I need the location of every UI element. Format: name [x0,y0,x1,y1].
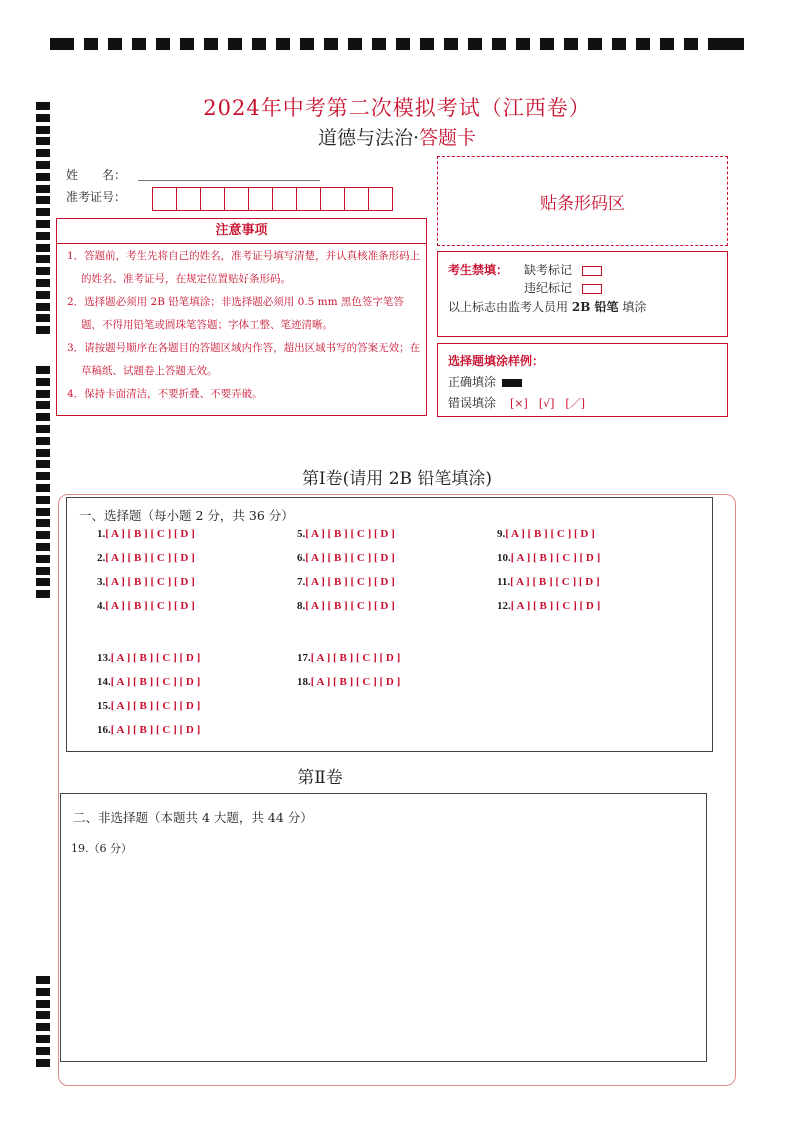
mc-question-10[interactable] [497,552,600,564]
proctor-note [448,298,646,315]
question-number: 8. [297,600,306,612]
note-item: 2．选择题必须用 2B 铅笔填涂；非选择题必须用 0.5 mm 黑色签字笔答题，不得用铅笔或圆珠笔答题；字体工整、笔迹清晰。 [67,296,404,331]
notes-title: 注意事项 [57,219,426,244]
answer-options[interactable]: [ A ] [ B ] [ C ] [ D ] [510,552,601,564]
answer-options[interactable]: [ A ] [ B ] [ C ] [ D ] [105,528,195,540]
timing-mark [228,38,242,50]
timing-mark [132,38,146,50]
exam-id-digit-box[interactable] [200,187,225,211]
timing-mark [396,38,410,50]
notes-list [63,245,422,406]
timing-mark [36,1000,50,1008]
mc-question-4[interactable] [97,600,195,612]
timing-mark [36,1059,50,1067]
violation-mark-box[interactable] [582,284,602,294]
exam-subtitle [0,123,794,150]
timing-mark [36,976,50,984]
timing-mark [108,38,122,50]
exam-id-boxes[interactable] [152,187,392,211]
answer-options[interactable]: [ A ] [ B ] [ C ] [ D ] [510,600,601,612]
absent-mark-label: 缺考标记 [524,263,573,277]
exam-id-label: 准考证号： [66,190,127,204]
timing-mark [180,38,194,50]
question-number: 3. [97,576,106,588]
mc-question-13[interactable] [97,652,200,664]
question-19-label: 19.（6 分） [71,842,132,855]
subject-name: 道德与法治 [317,127,413,149]
timing-mark [36,555,50,563]
violation-mark-label: 违纪标记 [524,281,573,295]
timing-mark [36,208,50,216]
timing-mark [36,496,50,504]
timing-mark [348,38,362,50]
timing-mark [36,988,50,996]
mc-question-1[interactable] [97,528,195,540]
timing-mark [36,1047,50,1055]
proctor-note-bold: 2B 铅笔 [571,300,619,314]
mc-question-3[interactable] [97,576,195,588]
question-number: 13. [97,652,111,664]
answer-options[interactable]: [ A ] [ B ] [ C ] [ D ] [305,528,395,540]
question-number: 11. [497,576,511,588]
mc-question-9[interactable] [497,528,595,540]
timing-mark [252,38,266,50]
mc-question-16[interactable] [97,724,200,736]
timing-mark [636,38,650,50]
answer-options[interactable]: [ A ] [ B ] [ C ] [ D ] [310,676,401,688]
timing-mark [36,1035,50,1043]
timing-mark [36,1011,50,1019]
non-choice-section-title: 二、非选择题（本题共 4 大题，共 44 分） [73,810,313,825]
timing-mark [540,38,554,50]
correct-fill-row [448,373,522,390]
mc-question-12[interactable] [497,600,600,612]
timing-mark [36,437,50,445]
timing-mark [36,185,50,193]
timing-mark [36,366,50,374]
answer-options[interactable]: [ A ] [ B ] [ C ] [ D ] [510,576,600,588]
mc-question-18[interactable] [297,676,400,688]
timing-mark [564,38,578,50]
question-number: 18. [297,676,311,688]
timing-mark [36,267,50,275]
note-item: 1．答题前，考生先将自己的姓名，准考证号填写清楚，并认真核准条形码上的姓名、准考证号，在规定位置贴好条形码。 [67,250,421,285]
timing-mark [36,531,50,539]
timing-mark [36,449,50,457]
mc-question-11[interactable] [497,576,600,588]
question-number: 4. [97,600,106,612]
exam-id-digit-box[interactable] [176,187,201,211]
timing-mark [36,291,50,299]
question-number: 6. [297,552,306,564]
wrong-fill-label: 错误填涂 [448,396,497,410]
timing-mark [660,38,674,50]
exam-id-digit-box[interactable] [320,187,345,211]
absent-mark-box[interactable] [582,266,602,276]
mc-question-5[interactable] [297,528,395,540]
mc-question-14[interactable] [97,676,200,688]
timing-mark [36,244,50,252]
answer-options[interactable]: [ A ] [ B ] [ C ] [ D ] [105,576,195,588]
wrong-fill-marks: [×] [√] [／] [510,397,585,410]
exam-title: 2024年中考第二次模拟考试（江西卷） [203,96,591,120]
proctor-marks-box [437,251,728,337]
timing-mark [36,425,50,433]
question-number: 5. [297,528,306,540]
exam-id-digit-box[interactable] [344,187,369,211]
answer-options[interactable]: [ A ] [ B ] [ C ] [ D ] [310,652,401,664]
wrong-fill-row [448,394,585,411]
mc-question-2[interactable] [97,552,195,564]
timing-mark [156,38,170,50]
timing-mark [36,255,50,263]
mc-question-17[interactable] [297,652,400,664]
timing-mark [36,1023,50,1031]
notes-box [56,218,427,416]
timing-mark [204,38,218,50]
timing-mark [372,38,386,50]
top-timing-marks [50,38,744,52]
timing-mark [36,390,50,398]
exam-id-digit-box[interactable] [272,187,297,211]
absent-mark-row [524,261,602,278]
answer-options[interactable]: [ A ] [ B ] [ C ] [ D ] [105,552,195,564]
name-field[interactable] [138,180,320,181]
timing-mark [36,413,50,421]
timing-mark [36,326,50,334]
mc-question-6[interactable] [297,552,395,564]
answer-options[interactable]: [ A ] [ B ] [ C ] [ D ] [110,676,201,688]
timing-mark [36,279,50,287]
name-label: 姓 名： [66,168,127,182]
question-number: 12. [497,600,511,612]
exam-id-digit-box[interactable] [248,187,273,211]
exam-id-digit-box[interactable] [224,187,249,211]
left-timing-marks-lower [36,976,50,1066]
timing-mark [36,161,50,169]
subtitle-separator: · [412,127,420,149]
question-number: 9. [497,528,506,540]
fill-sample-title: 选择题填涂样例： [448,354,545,368]
proctor-note-suffix: 填涂 [622,300,647,314]
mc-question-8[interactable] [297,600,395,612]
volume1-heading: 第Ⅰ卷(请用 2B 铅笔填涂) [301,469,493,489]
question-number: 7. [297,576,306,588]
timing-mark [36,220,50,228]
forbidden-label: 考生禁填： [448,263,509,277]
multiple-choice-box [66,497,713,752]
timing-mark [36,378,50,386]
mc-question-15[interactable] [97,700,200,712]
exam-id-digit-box[interactable] [368,187,393,211]
timing-mark [36,303,50,311]
answer-options[interactable]: [ A ] [ B ] [ C ] [ D ] [505,528,595,540]
volume2-heading: 第Ⅱ卷 [297,768,343,788]
timing-mark [420,38,434,50]
question-number: 10. [497,552,511,564]
exam-id-digit-box[interactable] [296,187,321,211]
question-number: 17. [297,652,311,664]
timing-mark [36,567,50,575]
timing-mark [36,578,50,586]
timing-mark [720,38,744,50]
answer-options[interactable]: [ A ] [ B ] [ C ] [ D ] [110,700,201,712]
timing-mark [444,38,458,50]
question-number: 15. [97,700,111,712]
timing-mark [516,38,530,50]
timing-mark [36,232,50,240]
answer-options[interactable]: [ A ] [ B ] [ C ] [ D ] [110,724,201,736]
question-number: 16. [97,724,111,736]
answer-options[interactable]: [ A ] [ B ] [ C ] [ D ] [305,576,395,588]
note-item: 3．请按题号顺序在各题目的答题区域内作答，超出区域书写的答案无效；在草稿纸、试题卷上答题无效。 [67,342,421,377]
card-label: 答题卡 [419,127,477,149]
timing-mark [276,38,290,50]
timing-mark [588,38,602,50]
answer-options[interactable]: [ A ] [ B ] [ C ] [ D ] [305,552,395,564]
exam-id-digit-box[interactable] [152,187,177,211]
timing-mark [50,38,74,50]
correct-fill-label: 正确填涂 [448,375,497,389]
question-number: 14. [97,676,111,688]
timing-mark [36,173,50,181]
timing-mark [36,196,50,204]
timing-mark [492,38,506,50]
timing-mark [612,38,626,50]
timing-mark [36,508,50,516]
timing-mark [36,401,50,409]
answer-options[interactable]: [ A ] [ B ] [ C ] [ D ] [110,652,201,664]
note-item: 4．保持卡面清洁，不要折叠、不要弄破。 [67,388,263,400]
question-number: 2. [97,552,106,564]
fill-sample-box [437,343,728,417]
violation-mark-row [524,279,602,296]
timing-mark [36,543,50,551]
mc-question-7[interactable] [297,576,395,588]
non-choice-box[interactable] [60,793,707,1062]
proctor-note-prefix: 以上标志由监考人员用 [448,300,569,314]
answer-options[interactable]: [ A ] [ B ] [ C ] [ D ] [305,600,395,612]
timing-mark [468,38,482,50]
correct-fill-mark [502,379,522,387]
timing-mark [684,38,698,50]
barcode-area: 贴条形码区 [437,156,728,246]
timing-mark [324,38,338,50]
answer-options[interactable]: [ A ] [ B ] [ C ] [ D ] [105,600,195,612]
timing-mark [36,590,50,598]
question-number: 1. [97,528,106,540]
timing-mark [36,149,50,157]
timing-mark [36,519,50,527]
timing-mark [300,38,314,50]
timing-mark [84,38,98,50]
timing-mark [36,314,50,322]
mc-section-title: 一、选择题（每小题 2 分，共 36 分） [79,508,294,523]
